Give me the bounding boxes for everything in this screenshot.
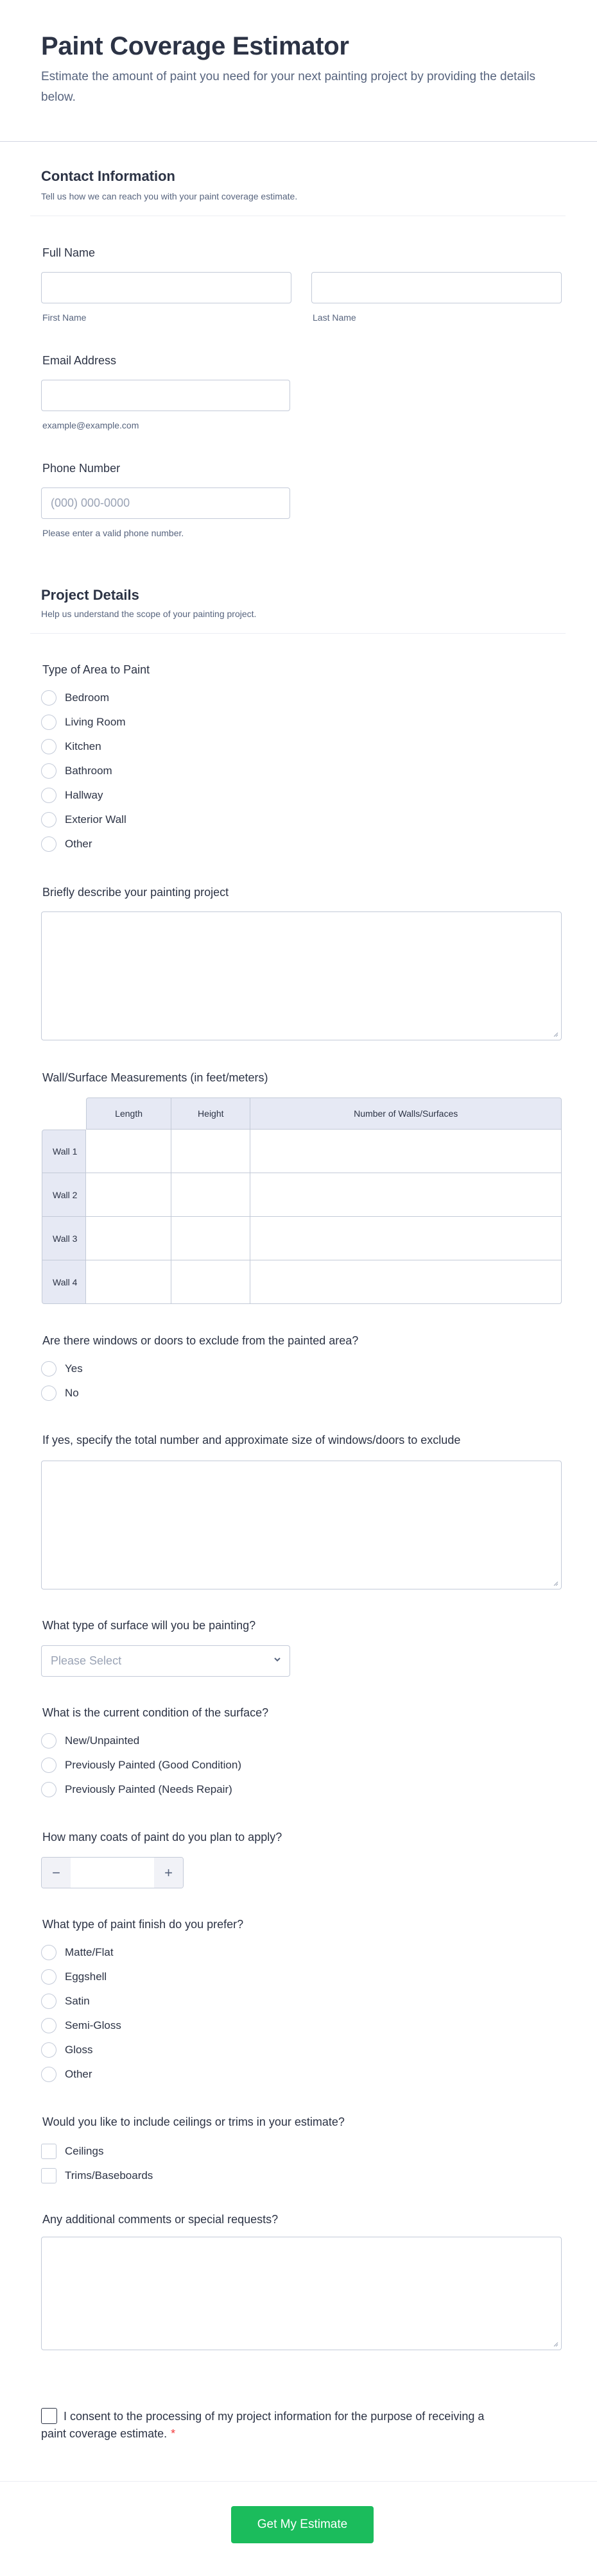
coats-label: How many coats of paint do you plan to apply? (42, 1831, 282, 1843)
area-option-other[interactable]: Other (41, 836, 92, 852)
extras-label: Would you like to include ceilings or trims in your estimate? (42, 2115, 345, 2128)
matrix-cell-input[interactable] (86, 1130, 171, 1173)
matrix-cell-input[interactable] (250, 1173, 562, 1217)
email-label: Email Address (42, 354, 117, 367)
project-section-subtitle: Help us understand the scope of your painting project. (41, 609, 257, 619)
finish-option-satin[interactable]: Satin (41, 1993, 90, 2010)
radio-button[interactable] (41, 1361, 56, 1377)
consent-text: I consent to the processing of my project information for the purpose of receiving a paint coverage estimate. (41, 2410, 485, 2440)
page-subtitle: Estimate the amount of paint you need for your next painting project by providing the details below. (41, 70, 535, 104)
finish-option-other[interactable]: Other (41, 2066, 92, 2083)
windows-doors-label: Are there windows or doors to exclude from the painted area? (42, 1334, 359, 1347)
decrement-button[interactable]: − (42, 1858, 71, 1888)
radio-button[interactable] (41, 1969, 56, 1985)
matrix-row-wall-4: Wall 4 (42, 1260, 86, 1304)
radio-button[interactable] (41, 836, 56, 852)
area-type-label: Type of Area to Paint (42, 663, 150, 676)
radio-button[interactable] (41, 763, 56, 779)
resize-handle-icon[interactable] (553, 1031, 558, 1037)
radio-button[interactable] (41, 1994, 56, 2009)
radio-button[interactable] (41, 812, 56, 827)
last-name-input[interactable] (311, 272, 562, 303)
matrix-cell-input[interactable] (86, 1217, 171, 1260)
radio-button[interactable] (41, 1782, 56, 1797)
matrix-row-wall-3: Wall 3 (42, 1217, 86, 1260)
matrix-cell-input[interactable] (86, 1260, 171, 1304)
matrix-cell-input[interactable] (171, 1173, 250, 1217)
last-name-sublabel: Last Name (313, 312, 356, 323)
contact-section-subtitle: Tell us how we can reach you with your paint coverage estimate. (41, 191, 298, 201)
checkbox[interactable] (41, 2144, 56, 2159)
required-asterisk: * (171, 2427, 176, 2440)
consent-checkbox[interactable] (41, 2408, 57, 2424)
radio-button[interactable] (41, 1733, 56, 1749)
email-input[interactable] (41, 380, 290, 411)
matrix-col-length: Length (86, 1097, 171, 1130)
matrix-cell-input[interactable] (171, 1260, 250, 1304)
windows-detail-label: If yes, specify the total number and approximate size of windows/doors to exclude (42, 1434, 461, 1446)
coats-stepper[interactable] (41, 1857, 184, 1888)
condition-option-new[interactable]: New/Unpainted (41, 1733, 139, 1749)
page-title: Paint Coverage Estimator (41, 32, 349, 60)
area-option-bathroom[interactable]: Bathroom (41, 763, 112, 779)
first-name-input[interactable] (41, 272, 291, 303)
radio-button[interactable] (41, 2067, 56, 2082)
surface-type-select[interactable] (41, 1645, 290, 1677)
table-row (42, 1260, 562, 1304)
radio-button[interactable] (41, 715, 56, 730)
extras-option-trims[interactable]: Trims/Baseboards (41, 2167, 153, 2184)
finish-label: What type of paint finish do you prefer? (42, 1918, 244, 1931)
consent-field[interactable] (41, 2408, 503, 2443)
finish-option-matte[interactable]: Matte/Flat (41, 1944, 114, 1961)
windows-option-yes[interactable]: Yes (41, 1360, 83, 1377)
contact-section-title: Contact Information (41, 168, 175, 184)
description-textarea[interactable] (41, 911, 562, 1040)
matrix-cell-input[interactable] (171, 1130, 250, 1173)
radio-button[interactable] (41, 788, 56, 803)
coats-input[interactable] (71, 1858, 154, 1888)
radio-button[interactable] (41, 1758, 56, 1773)
resize-handle-icon[interactable] (553, 1580, 558, 1586)
matrix-cell-input[interactable] (250, 1217, 562, 1260)
comments-textarea[interactable] (41, 2237, 562, 2350)
radio-button[interactable] (41, 2042, 56, 2058)
footer-divider (0, 2481, 597, 2482)
condition-label: What is the current condition of the surface? (42, 1706, 269, 1719)
surface-type-placeholder: Please Select (51, 1654, 122, 1667)
condition-option-good[interactable]: Previously Painted (Good Condition) (41, 1757, 241, 1774)
measurements-matrix (42, 1097, 562, 1304)
radio-button[interactable] (41, 2018, 56, 2033)
matrix-row-wall-2: Wall 2 (42, 1173, 86, 1217)
project-section-title: Project Details (41, 587, 139, 603)
phone-sublabel: Please enter a valid phone number. (42, 528, 184, 538)
increment-button[interactable]: + (154, 1858, 183, 1888)
email-sublabel: example@example.com (42, 420, 139, 430)
radio-button[interactable] (41, 690, 56, 706)
matrix-cell-input[interactable] (171, 1217, 250, 1260)
extras-option-ceilings[interactable]: Ceilings (41, 2143, 103, 2160)
measurements-label: Wall/Surface Measurements (in feet/meters) (42, 1071, 268, 1084)
table-row (42, 1173, 562, 1217)
finish-option-gloss[interactable]: Gloss (41, 2042, 92, 2058)
comments-label: Any additional comments or special requests? (42, 2213, 279, 2226)
checkbox[interactable] (41, 2168, 56, 2183)
phone-label: Phone Number (42, 462, 121, 475)
area-option-hallway[interactable]: Hallway (41, 787, 103, 804)
table-row (42, 1130, 562, 1173)
radio-button[interactable] (41, 1945, 56, 1960)
matrix-col-height: Height (171, 1097, 250, 1130)
area-option-exterior-wall[interactable]: Exterior Wall (41, 811, 126, 828)
chevron-down-icon (273, 1655, 282, 1664)
windows-option-no[interactable]: No (41, 1385, 79, 1402)
radio-button[interactable] (41, 1385, 56, 1401)
submit-button[interactable]: Get My Estimate (231, 2506, 374, 2543)
matrix-col-count: Number of Walls/Surfaces (250, 1097, 562, 1130)
radio-button[interactable] (41, 739, 56, 754)
matrix-cell-input[interactable] (250, 1130, 562, 1173)
first-name-sublabel: First Name (42, 312, 87, 323)
matrix-cell-input[interactable] (250, 1260, 562, 1304)
surface-type-label: What type of surface will you be painting? (42, 1619, 256, 1632)
windows-detail-textarea[interactable] (41, 1461, 562, 1589)
finish-option-semi-gloss[interactable]: Semi-Gloss (41, 2017, 121, 2034)
phone-input[interactable] (41, 487, 290, 519)
phone-placeholder: (000) 000-0000 (51, 496, 130, 509)
matrix-corner (42, 1097, 86, 1130)
description-label: Briefly describe your painting project (42, 886, 229, 899)
matrix-cell-input[interactable] (86, 1173, 171, 1217)
header-divider (0, 141, 597, 142)
table-row (42, 1217, 562, 1260)
area-option-kitchen[interactable]: Kitchen (41, 738, 101, 755)
project-section-divider (30, 633, 566, 634)
matrix-row-wall-1: Wall 1 (42, 1130, 86, 1173)
area-option-bedroom[interactable]: Bedroom (41, 690, 109, 706)
full-name-label: Full Name (42, 246, 96, 259)
area-option-living-room[interactable]: Living Room (41, 714, 126, 731)
finish-option-eggshell[interactable]: Eggshell (41, 1969, 107, 1985)
resize-handle-icon[interactable] (553, 2341, 558, 2347)
condition-option-repair[interactable]: Previously Painted (Needs Repair) (41, 1781, 232, 1798)
